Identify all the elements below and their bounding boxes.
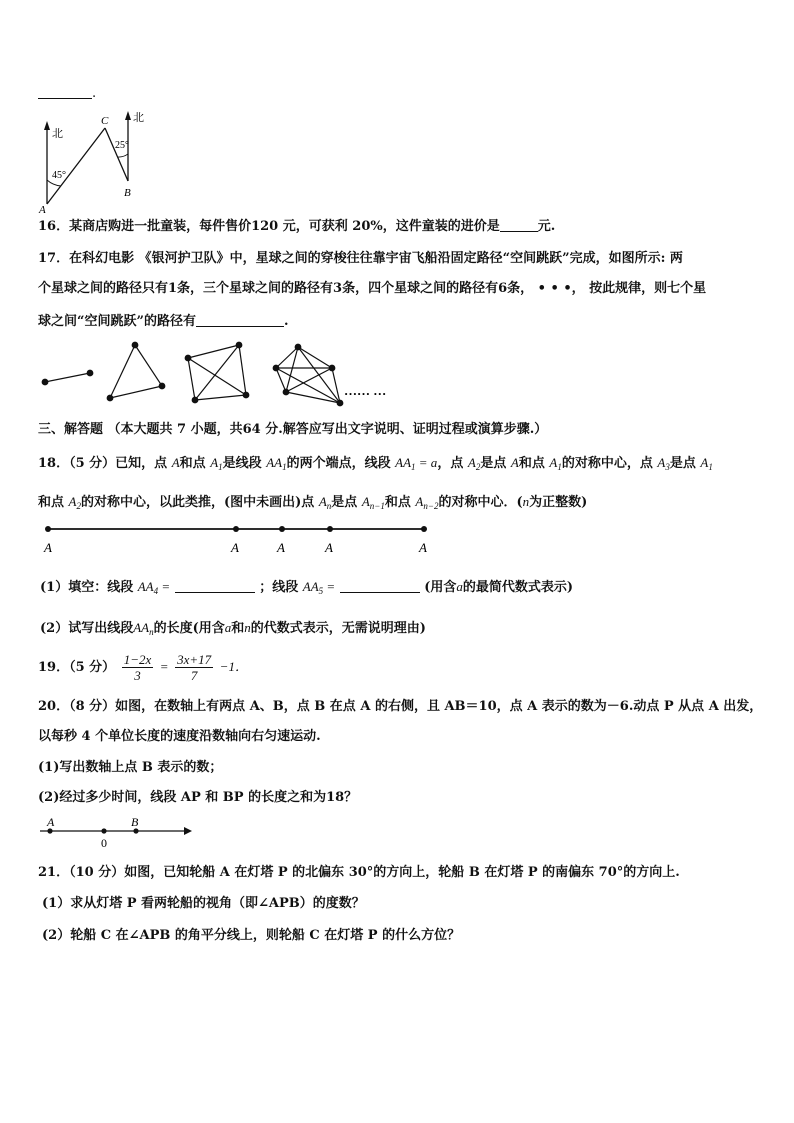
q18-l2a: 和点: [38, 495, 65, 510]
question-16: [38, 218, 555, 235]
q21-sub2: (2）轮船 C 在∠APB 的角平分线上，则轮船 C 在灯塔 P 的什么方位？: [42, 928, 461, 943]
q19-frac-left: $\frac{1-2x}{3}$: [123, 652, 152, 683]
section-3-heading: 三、解答题 （本大题共 7 小题，共64 分.解答应写出文字说明、证明过程或演算步骤.）: [38, 422, 548, 437]
q18-t2: 是线段: [222, 456, 262, 471]
q18-t1: 和点: [179, 456, 206, 471]
seg-label-a2: A: [277, 540, 285, 555]
seg-label-a1: A: [231, 540, 239, 555]
axis-label-zero: 0: [101, 836, 107, 850]
q19-frac-right: $\frac{3x+17}{7}$: [177, 652, 212, 683]
q20-number-line: [38, 814, 198, 850]
q18-l2e: 的对称中心．(: [438, 495, 523, 510]
q18-sub2c: 和: [231, 621, 245, 636]
q18-t8: 是点: [669, 456, 696, 471]
q17-period: .: [283, 314, 289, 329]
q18-l2c: 是点: [331, 495, 358, 510]
q16-blank: [500, 218, 538, 232]
q18-head: 18．（5 分）已知，点: [38, 456, 168, 471]
q19-head: 19．（5 分）: [38, 660, 116, 675]
q18-blank-2: [340, 579, 420, 593]
q15-answer-blank: [38, 85, 96, 102]
q18-l2d: 和点: [384, 495, 411, 510]
q17-blank: [196, 313, 284, 327]
q19-tail: −1．: [219, 659, 248, 674]
q18-sub2: (2）试写出线段$AA_n$的长度(用含a和n的代数式表示，无需说明理由): [40, 620, 426, 637]
seg-label-a: A: [44, 540, 52, 555]
axis-label-b: B: [131, 815, 139, 829]
q18-line2: 和点 $A_2$的对称中心，以此类推，(图中未画出)点 $A_n$是点 $A_{n-1}$和点 $A_{n-2}$的对称中心．(n为正整数): [38, 494, 588, 511]
north-label-b: 北: [133, 112, 144, 124]
q15-period: .: [92, 86, 97, 101]
q18-l2f: 为正整数): [529, 495, 588, 510]
q17-line3-text: 球之间“空间跳跃”的路径有: [38, 314, 196, 329]
q18-sub2a: (2）试写出线段: [40, 621, 134, 636]
q20-line2: 以每秒 4 个单位长度的速度沿数轴向右匀速运动.: [38, 729, 321, 744]
angle-45-label: 45°: [52, 170, 66, 181]
q18-sub1: (1）填空：线段 $AA_4$ = ；线段 $AA_5$ = (用含a的最简代数式表示): [40, 579, 574, 596]
q17-ellipsis: …… …: [344, 383, 387, 398]
point-b-label: B: [124, 187, 131, 199]
q18-t3: 的两个端点，线段: [286, 456, 391, 471]
q18-line1: 18．（5 分）已知，点 A和点 $A_1$是线段 $AA_1$的两个端点，线段 $AA_1 = a$，点 $A_2$是点 A和点 $A_1$的对称中心，点 $A_3$是点 $A_1$: [38, 455, 713, 472]
q18-sub2b: 的长度(用含: [153, 621, 225, 636]
q18-sub1c: (用含: [424, 580, 457, 595]
q18-blank-1: [175, 579, 255, 593]
q18-sub1-label: (1）填空：线段: [40, 580, 134, 595]
angle-25-label: 25°: [115, 140, 129, 151]
north-label-a: 北: [52, 128, 63, 140]
q20-sub2: (2)经过多少时间，线段 AP 和 BP 的长度之和为18？: [38, 790, 358, 805]
point-c-label: C: [101, 115, 109, 127]
q15-figure: [35, 106, 165, 216]
q18-t6: 和点: [518, 456, 545, 471]
q18-t7: 的对称中心，点: [561, 456, 653, 471]
q16-text: 16．某商店购进一批童装，每件售价120 元，可获利 20%，这件童装的进价是: [38, 219, 500, 234]
q18-sub1d: 的最简代数式表示): [462, 580, 574, 595]
question-17-line3: [38, 313, 289, 330]
seg-label-a4: A: [419, 540, 427, 555]
q20-line1: 20．（8 分）如图，在数轴上有两点 A、B，点 B 在点 A 的右侧，且 AB＝10，点 A 表示的数为－6.动点 P 从点 A 出发，: [38, 699, 763, 714]
q18-t4: ，点: [437, 456, 464, 471]
q18-sub2d: 的代数式表示，无需说明理由): [250, 621, 426, 636]
q16-suffix: 元.: [537, 219, 556, 234]
q18-t5: 是点: [480, 456, 507, 471]
q17-line1: 17．在科幻电影 《银河护卫队》中，星球之间的穿梭往往靠宇宙飞船沿固定路径“空间跳跃”完成，如图所示: 两: [38, 251, 683, 266]
q18-l2b: 的对称中心，以此类推，(图中未画出)点: [81, 495, 315, 510]
q18-sub1b: ；线段: [259, 580, 299, 595]
q17-figure: [38, 340, 398, 410]
q21-line1: 21．（10 分）如图，已知轮船 A 在灯塔 P 的北偏东 30°的方向上，轮船 B 在灯塔 P 的南偏东 70°的方向上.: [38, 865, 680, 880]
point-a-label: A: [39, 204, 46, 216]
q21-sub1: (1）求从灯塔 P 看两轮船的视角（即∠APB）的度数？: [42, 896, 365, 911]
seg-label-a3: A: [325, 540, 333, 555]
q18-segment-figure: [40, 520, 440, 556]
q20-sub1: (1)写出数轴上点 B 表示的数；: [38, 760, 223, 775]
axis-label-a: A: [47, 815, 55, 829]
question-19: 19．（5 分） $\frac{1-2x}{3}$ = $\frac{3x+17}{7}$ −1．: [38, 652, 248, 683]
q17-line2: 个星球之间的路径只有1条，三个星球之间的路径有3条，四个星球之间的路径有6条， • • •， 按此规律，则七个星: [38, 281, 707, 296]
